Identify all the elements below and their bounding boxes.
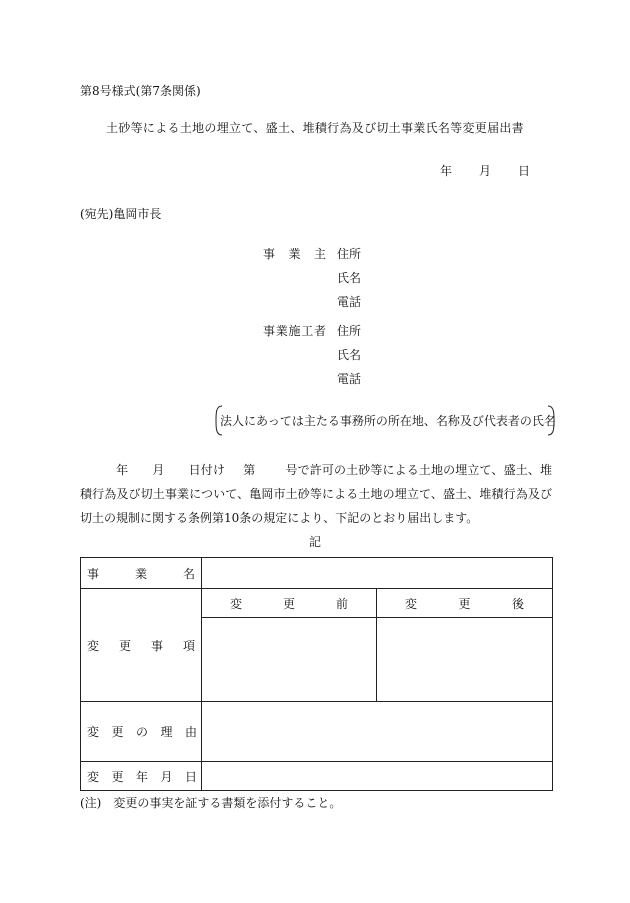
change-date-input-cell[interactable] xyxy=(202,762,553,791)
label-char: 事 xyxy=(263,324,276,338)
label-char: 変 xyxy=(87,769,100,784)
table-row xyxy=(81,558,553,589)
label-char: 変 xyxy=(87,638,100,653)
ki-heading: 記 xyxy=(308,535,321,549)
label-char: 理 xyxy=(160,725,173,739)
label-char: 施 xyxy=(288,324,301,338)
body-day-dated: 日付け xyxy=(188,463,226,477)
label-char: 更 xyxy=(282,596,295,611)
before-change-label xyxy=(202,595,376,612)
notification-body xyxy=(80,458,552,530)
label-char: 業 xyxy=(275,324,288,338)
label-char: 事 xyxy=(263,247,276,261)
constructor-address-label: 住所 xyxy=(337,324,362,338)
label-char: 者 xyxy=(313,324,326,338)
label-char: 日 xyxy=(184,769,197,784)
footnote: (注) 変更の事実を証する書類を添付すること。 xyxy=(80,796,342,810)
date-year-label: 年 xyxy=(440,164,453,178)
label-char: 年 xyxy=(135,769,148,784)
label-char: 主 xyxy=(313,247,326,261)
change-items-label-cell xyxy=(81,589,202,702)
constructor-label xyxy=(263,325,326,337)
change-items-label xyxy=(87,637,195,654)
submission-date xyxy=(440,165,530,177)
constructor-name-label: 氏名 xyxy=(337,348,362,362)
label-char: の xyxy=(135,725,148,739)
project-name-input-cell[interactable] xyxy=(202,558,553,589)
body-rest: 号で許可の土砂等による土地の埋立て、盛土、堆積行為及び切土事業について、亀岡市土砂等による土地の埋立て、盛土、堆積行為及び切土の規制に関する条例第10条の規定により、下記のとおり届出します。 xyxy=(80,463,552,525)
label-char: 業 xyxy=(288,247,301,261)
label-char: 更 xyxy=(111,769,124,784)
business-owner-name-label: 氏名 xyxy=(337,271,362,285)
label-char: 後 xyxy=(511,596,524,611)
business-owner-label xyxy=(263,248,326,260)
after-change-label xyxy=(377,595,552,612)
project-name-label xyxy=(87,565,195,582)
document-title: 土砂等による土地の埋立て、盛土、堆積行為及び切土事業氏名等変更届出書 xyxy=(106,121,524,135)
label-char: 前 xyxy=(335,596,348,611)
body-month: 月 xyxy=(152,463,165,477)
change-date-label xyxy=(87,768,197,785)
constructor-phone-label: 電話 xyxy=(337,372,362,386)
label-char: 事 xyxy=(150,638,163,653)
business-owner-address-label: 住所 xyxy=(337,247,362,261)
label-char: 工 xyxy=(301,324,314,338)
project-name-label-cell xyxy=(81,558,202,589)
body-year: 年 xyxy=(116,463,129,477)
form-number: 第8号様式(第7条関係) xyxy=(80,84,201,98)
label-char: 更 xyxy=(118,638,131,653)
after-change-input-cell[interactable] xyxy=(377,618,553,702)
corporate-note: 法人にあっては主たる事務所の所在地、名称及び代表者の氏名 xyxy=(220,414,556,428)
before-change-input-cell[interactable] xyxy=(202,618,377,702)
label-char: 由 xyxy=(184,725,197,739)
label-char: 変 xyxy=(230,596,243,611)
change-reason-label xyxy=(87,723,197,740)
change-details-table xyxy=(80,557,553,791)
label-char: 変 xyxy=(405,596,418,611)
label-char: 事 xyxy=(87,566,100,581)
after-change-header xyxy=(377,589,553,618)
label-char: 月 xyxy=(160,769,173,784)
label-char: 名 xyxy=(182,566,195,581)
change-reason-label-cell xyxy=(81,702,202,762)
date-day-label: 日 xyxy=(517,164,530,178)
label-char: 変 xyxy=(87,725,100,739)
label-char: 更 xyxy=(458,596,471,611)
change-reason-input-cell[interactable] xyxy=(202,702,553,762)
label-char: 業 xyxy=(134,566,147,581)
change-date-label-cell xyxy=(81,762,202,791)
label-char: 更 xyxy=(111,725,124,739)
business-owner-phone-label: 電話 xyxy=(337,295,362,309)
corporate-note-bracket xyxy=(214,405,556,436)
label-char: 項 xyxy=(182,638,195,653)
body-number-prefix: 第 xyxy=(243,463,256,477)
table-row xyxy=(81,702,553,762)
table-row xyxy=(81,589,553,618)
table-row xyxy=(81,762,553,791)
before-change-header xyxy=(202,589,377,618)
date-month-label: 月 xyxy=(478,164,491,178)
addressee: (宛先)亀岡市長 xyxy=(80,207,162,221)
